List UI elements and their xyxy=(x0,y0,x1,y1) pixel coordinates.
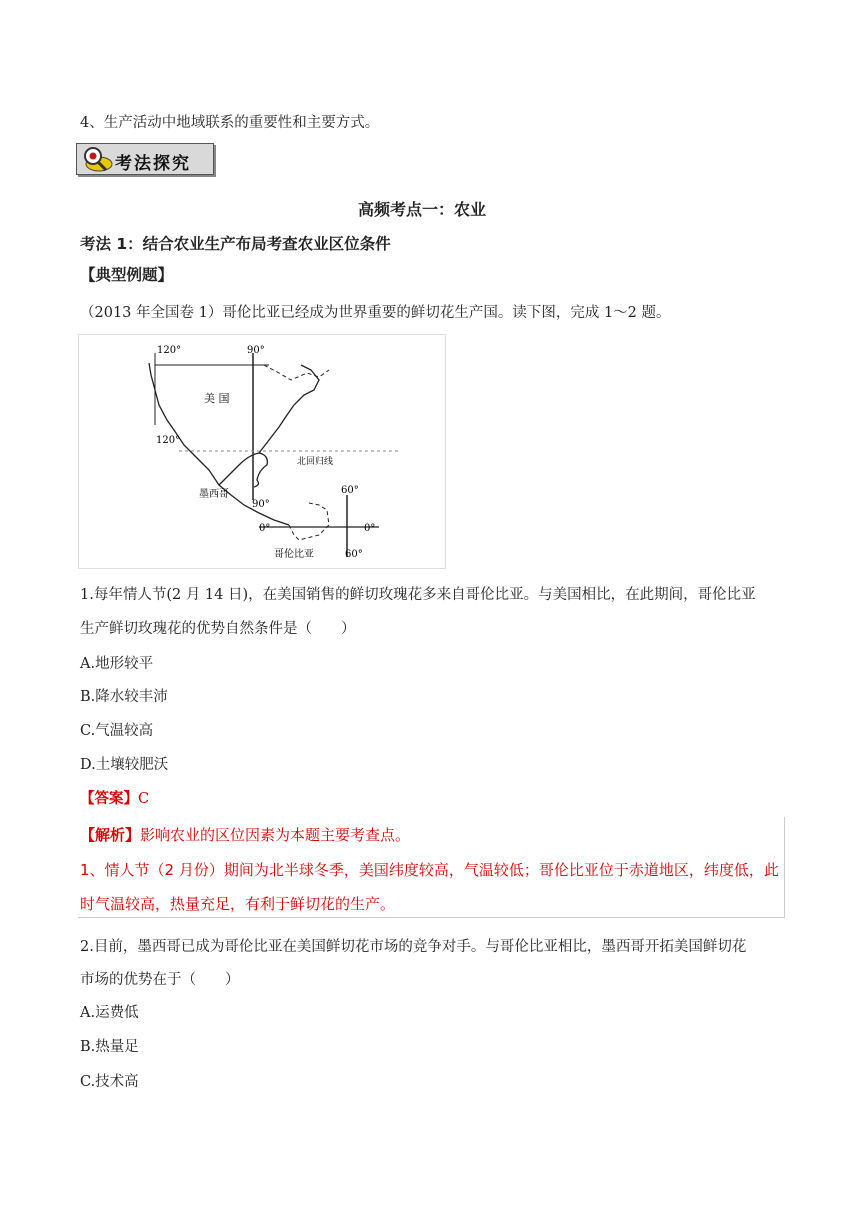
mexico-label: 墨西哥 xyxy=(199,489,229,500)
q1-line1: 1.每年情人节(2 月 14 日)，在美国销售的鲜切玫瑰花多来自哥伦比亚。与美国相比，在此期间，哥伦比亚 xyxy=(80,587,756,603)
explanation-line1-text: 影响农业的区位因素为本题主要考查点。 xyxy=(140,826,411,844)
intro-line: 4、生产活动中地域联系的重要性和主要方式。 xyxy=(80,115,380,131)
section-title: 高频考点一：农业 xyxy=(358,200,487,219)
tropic-label: 北回归线 xyxy=(297,457,334,467)
colombia-label: 哥伦比亚 xyxy=(274,549,314,560)
q2-line1: 2.目前，墨西哥已成为哥伦比亚在美国鲜切花市场的竞争对手。与哥伦比亚相比，墨西哥开拓美国鲜切花 xyxy=(80,939,747,955)
lat0-left-label: 0° xyxy=(259,523,271,534)
lon60-top-label: 60° xyxy=(341,485,359,496)
explanation-label: 【解析】 xyxy=(80,826,141,844)
q1-line2: 生产鲜切玫瑰花的优势自然条件是（ ） xyxy=(80,621,356,637)
q1-option-d: D.土壤较肥沃 xyxy=(80,757,169,773)
q2-option-c: C.技术高 xyxy=(80,1074,139,1090)
lon120-top-label: 120° xyxy=(157,345,182,356)
answer-value: C xyxy=(138,791,150,807)
badge-label: 考法探究 xyxy=(115,154,191,174)
q1-option-b: B.降水较丰沛 xyxy=(80,689,168,705)
method-title: 考法 1：结合农业生产布局考查农业区位条件 xyxy=(80,235,391,253)
answer-label: 【答案】 xyxy=(80,791,138,807)
lon120-bottom-label: 120° xyxy=(156,435,181,446)
q2-option-b: B.热量足 xyxy=(80,1039,139,1055)
magnifier-cartoon-icon xyxy=(79,144,115,174)
explanation-line2: 1、情人节（2 月份）期间为北半球冬季，美国纬度较高，气温较低；哥伦比亚位于赤道地区，纬度低，此 xyxy=(80,861,779,879)
method-explore-badge xyxy=(76,143,214,175)
q1-option-a: A.地形较平 xyxy=(80,656,154,672)
question-stem: （2013 年全国卷 1）哥伦比亚已经成为世界重要的鲜切花生产国。读下图，完成 1～2 题。 xyxy=(80,305,671,321)
map-drawing xyxy=(79,335,445,568)
usa-label: 美 国 xyxy=(204,392,230,405)
q1-answer xyxy=(80,787,149,808)
americas-map-figure xyxy=(78,334,446,569)
lon90-top-label: 90° xyxy=(247,345,265,356)
example-heading: 【典型例题】 xyxy=(80,266,174,284)
explanation-line1 xyxy=(80,824,410,845)
lon90-bottom-label: 90° xyxy=(252,499,270,510)
q2-line2: 市场的优势在于（ ） xyxy=(80,972,240,988)
lon60-bottom-label: 60° xyxy=(345,549,363,560)
explanation-line3: 时气温较高，热量充足，有利于鲜切花的生产。 xyxy=(80,895,396,913)
lat0-right-label: 0° xyxy=(364,523,376,534)
q2-option-a: A.运费低 xyxy=(80,1005,139,1021)
q1-option-c: C.气温较高 xyxy=(80,723,154,739)
